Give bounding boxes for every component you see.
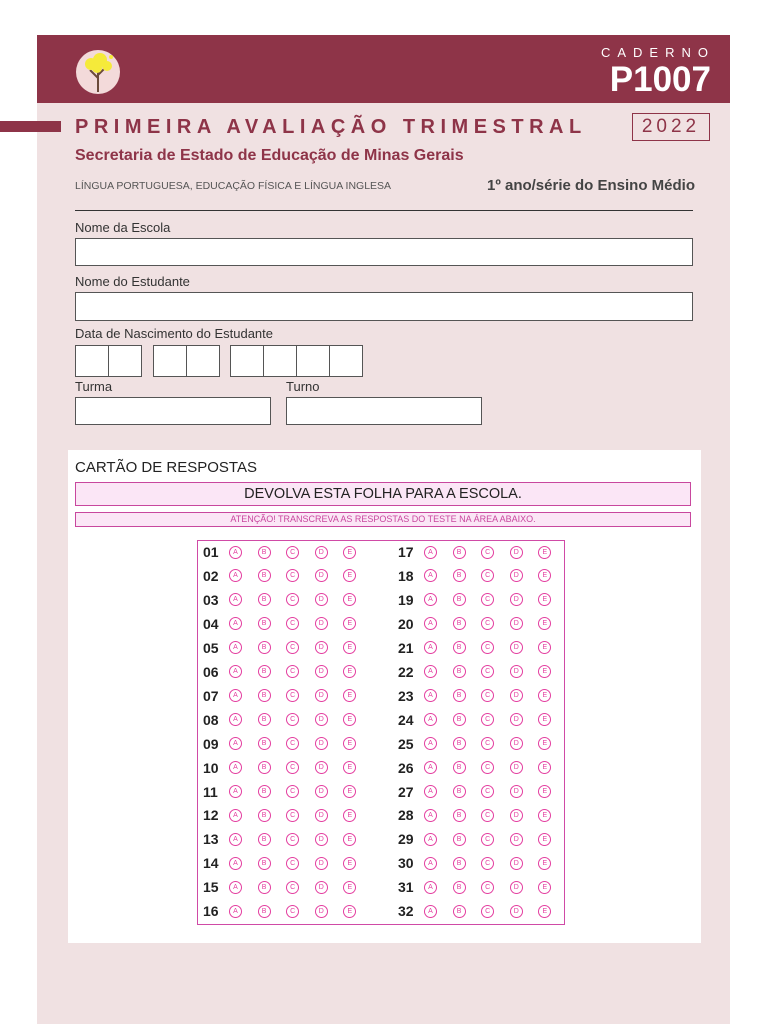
answer-bubble-d[interactable]: D	[510, 713, 523, 726]
answer-bubble-d[interactable]: D	[510, 809, 523, 822]
answer-bubble-c[interactable]: C	[481, 857, 494, 870]
question-number: 19	[398, 591, 414, 608]
answer-row	[203, 566, 372, 586]
answer-bubble-c[interactable]: C	[286, 857, 299, 870]
answer-row	[398, 566, 567, 586]
answer-row	[398, 710, 567, 730]
answer-row	[398, 829, 567, 849]
answer-bubble-e[interactable]: E	[343, 833, 356, 846]
dob-label: Data de Nascimento do Estudante	[75, 326, 274, 341]
answer-bubble-d[interactable]: D	[315, 569, 328, 582]
question-number: 04	[203, 615, 219, 632]
answer-bubble-e[interactable]: E	[538, 905, 551, 918]
answer-bubble-b[interactable]: B	[258, 785, 271, 798]
answer-row	[203, 638, 372, 658]
answer-bubble-a[interactable]: A	[229, 881, 242, 894]
answer-bubble-d[interactable]: D	[315, 833, 328, 846]
question-number: 28	[398, 807, 414, 824]
answer-bubble-d[interactable]: D	[315, 617, 328, 630]
dob-month-boxes[interactable]	[154, 345, 220, 377]
attention-notice: ATENÇÃO! TRANSCREVA AS RESPOSTAS DO TESTE NA ÁREA ABAIXO.	[75, 512, 691, 527]
answer-bubble-e[interactable]: E	[343, 689, 356, 702]
answer-bubble-c[interactable]: C	[481, 617, 494, 630]
answer-bubble-e[interactable]: E	[538, 761, 551, 774]
answer-bubble-b[interactable]: B	[453, 785, 466, 798]
answer-row	[203, 662, 372, 682]
answer-row	[398, 662, 567, 682]
question-number: 24	[398, 711, 414, 728]
answer-bubble-e[interactable]: E	[538, 833, 551, 846]
answer-bubble-a[interactable]: A	[424, 857, 437, 870]
answer-bubble-a[interactable]: A	[424, 617, 437, 630]
question-number: 11	[203, 783, 218, 800]
question-number: 26	[398, 759, 414, 776]
answer-bubble-c[interactable]: C	[286, 546, 299, 559]
answer-bubble-e[interactable]: E	[343, 761, 356, 774]
answer-bubble-a[interactable]: A	[229, 617, 242, 630]
answer-bubble-c[interactable]: C	[286, 833, 299, 846]
answer-row	[398, 638, 567, 658]
answer-row	[203, 758, 372, 778]
answer-bubble-d[interactable]: D	[315, 641, 328, 654]
answer-bubble-a[interactable]: A	[424, 785, 437, 798]
answer-bubble-d[interactable]: D	[315, 546, 328, 559]
answer-bubble-e[interactable]: E	[538, 881, 551, 894]
question-number: 15	[203, 879, 219, 896]
turma-field[interactable]	[75, 397, 271, 425]
side-accent	[0, 121, 61, 132]
answer-bubble-d[interactable]: D	[315, 809, 328, 822]
question-number: 12	[203, 807, 219, 824]
answer-bubble-c[interactable]: C	[286, 641, 299, 654]
answer-row	[203, 542, 372, 562]
answer-bubble-b[interactable]: B	[453, 713, 466, 726]
answer-bubble-c[interactable]: C	[481, 737, 494, 750]
question-number: 27	[398, 783, 414, 800]
answer-bubble-d[interactable]: D	[510, 785, 523, 798]
answer-bubble-e[interactable]: E	[343, 617, 356, 630]
answer-bubble-e[interactable]: E	[343, 569, 356, 582]
turno-label: Turno	[286, 379, 320, 394]
answer-row	[203, 590, 372, 610]
answer-bubble-c[interactable]: C	[286, 761, 299, 774]
answer-bubble-b[interactable]: B	[258, 713, 271, 726]
answer-bubble-b[interactable]: B	[258, 809, 271, 822]
question-number: 02	[203, 567, 219, 584]
question-number: 20	[398, 615, 414, 632]
answer-row	[203, 805, 372, 825]
answer-row	[203, 782, 372, 802]
answer-bubble-b[interactable]: B	[258, 833, 271, 846]
answer-bubble-e[interactable]: E	[538, 737, 551, 750]
answer-bubble-b[interactable]: B	[258, 689, 271, 702]
answer-bubble-b[interactable]: B	[453, 905, 466, 918]
answer-bubble-c[interactable]: C	[481, 713, 494, 726]
answer-bubble-d[interactable]: D	[315, 857, 328, 870]
answer-row	[398, 805, 567, 825]
answer-bubble-a[interactable]: A	[229, 761, 242, 774]
answer-row	[203, 877, 372, 897]
answer-bubble-a[interactable]: A	[424, 546, 437, 559]
answer-bubble-b[interactable]: B	[258, 905, 271, 918]
answer-bubble-a[interactable]: A	[424, 665, 437, 678]
answer-bubble-a[interactable]: A	[229, 713, 242, 726]
answer-bubble-d[interactable]: D	[510, 617, 523, 630]
question-number: 03	[203, 591, 219, 608]
answer-bubble-a[interactable]: A	[424, 809, 437, 822]
answer-row	[398, 782, 567, 802]
answer-bubble-d[interactable]: D	[510, 761, 523, 774]
answer-bubble-c[interactable]: C	[481, 546, 494, 559]
question-number: 13	[203, 831, 219, 848]
answer-bubble-b[interactable]: B	[453, 881, 466, 894]
answer-bubble-d[interactable]: D	[315, 689, 328, 702]
answer-bubble-a[interactable]: A	[424, 833, 437, 846]
answer-row	[398, 901, 567, 921]
student-name-field[interactable]	[75, 292, 693, 321]
answer-row	[203, 614, 372, 634]
caderno-label: CADERNO	[600, 45, 715, 60]
answer-bubble-e[interactable]: E	[343, 857, 356, 870]
question-number: 29	[398, 831, 414, 848]
answer-bubble-a[interactable]: A	[424, 761, 437, 774]
answer-bubble-d[interactable]: D	[510, 881, 523, 894]
answer-row	[203, 686, 372, 706]
school-label: Nome da Escola	[75, 220, 171, 235]
answer-bubble-c[interactable]: C	[286, 809, 299, 822]
answer-row	[398, 542, 567, 562]
answer-bubble-e[interactable]: E	[538, 569, 551, 582]
answer-bubble-c[interactable]: C	[286, 713, 299, 726]
answer-bubble-a[interactable]: A	[229, 569, 242, 582]
answer-bubble-b[interactable]: B	[453, 689, 466, 702]
answer-bubble-b[interactable]: B	[258, 761, 271, 774]
answer-bubble-c[interactable]: C	[481, 785, 494, 798]
question-number: 22	[398, 663, 414, 680]
answer-bubble-e[interactable]: E	[538, 546, 551, 559]
turno-field[interactable]	[286, 397, 482, 425]
answer-bubble-a[interactable]: A	[424, 641, 437, 654]
answer-bubble-e[interactable]: E	[343, 641, 356, 654]
answer-bubble-e[interactable]: E	[538, 593, 551, 606]
divider	[75, 210, 693, 211]
question-number: 31	[398, 879, 414, 896]
answer-bubble-e[interactable]: E	[343, 546, 356, 559]
answer-bubble-a[interactable]: A	[229, 689, 242, 702]
answer-bubble-a[interactable]: A	[229, 833, 242, 846]
dob-day-boxes[interactable]	[76, 345, 142, 377]
answer-bubble-a[interactable]: A	[229, 785, 242, 798]
answer-bubble-a[interactable]: A	[424, 881, 437, 894]
answer-bubble-e[interactable]: E	[343, 809, 356, 822]
answer-row	[203, 734, 372, 754]
question-number: 05	[203, 639, 219, 656]
answer-bubble-b[interactable]: B	[258, 617, 271, 630]
answer-bubble-c[interactable]: C	[481, 761, 494, 774]
dob-year-boxes[interactable]	[231, 345, 363, 377]
answer-bubble-b[interactable]: B	[453, 833, 466, 846]
question-number: 25	[398, 735, 414, 752]
answer-bubble-c[interactable]: C	[481, 641, 494, 654]
answer-bubble-e[interactable]: E	[343, 665, 356, 678]
question-number: 07	[203, 687, 219, 704]
grade-text: 1º ano/série do Ensino Médio	[486, 177, 695, 194]
answer-bubble-b[interactable]: B	[453, 761, 466, 774]
answer-bubble-d[interactable]: D	[315, 665, 328, 678]
answer-bubble-c[interactable]: C	[481, 689, 494, 702]
answer-bubble-a[interactable]: A	[229, 665, 242, 678]
answer-bubble-a[interactable]: A	[229, 857, 242, 870]
answer-bubble-a[interactable]: A	[424, 713, 437, 726]
answer-bubble-b[interactable]: B	[258, 546, 271, 559]
answer-bubble-d[interactable]: D	[510, 641, 523, 654]
answer-bubble-b[interactable]: B	[453, 737, 466, 750]
answer-bubble-d[interactable]: D	[510, 737, 523, 750]
answer-bubble-c[interactable]: C	[481, 809, 494, 822]
answer-row	[203, 853, 372, 873]
answer-bubble-e[interactable]: E	[538, 641, 551, 654]
answer-bubble-d[interactable]: D	[315, 593, 328, 606]
answer-bubble-a[interactable]: A	[229, 593, 242, 606]
answer-bubble-a[interactable]: A	[424, 569, 437, 582]
question-number: 18	[398, 567, 414, 584]
answer-row	[398, 734, 567, 754]
answer-bubble-c[interactable]: C	[481, 665, 494, 678]
answer-bubble-e[interactable]: E	[538, 713, 551, 726]
answer-bubble-c[interactable]: C	[286, 905, 299, 918]
answer-bubble-b[interactable]: B	[453, 617, 466, 630]
answer-bubble-a[interactable]: A	[229, 641, 242, 654]
answer-bubble-e[interactable]: E	[343, 905, 356, 918]
answer-bubble-e[interactable]: E	[538, 785, 551, 798]
answer-row	[203, 710, 372, 730]
answer-bubble-c[interactable]: C	[286, 617, 299, 630]
answer-bubble-b[interactable]: B	[453, 809, 466, 822]
answer-row	[398, 853, 567, 873]
school-name-field[interactable]	[75, 238, 693, 266]
answer-card-title: CARTÃO DE RESPOSTAS	[75, 459, 257, 476]
answer-bubble-b[interactable]: B	[453, 593, 466, 606]
student-label: Nome do Estudante	[75, 274, 190, 289]
answer-bubble-d[interactable]: D	[315, 761, 328, 774]
answer-bubble-e[interactable]: E	[343, 713, 356, 726]
answer-bubble-b[interactable]: B	[258, 857, 271, 870]
tree-logo-icon	[75, 48, 121, 94]
answer-bubble-e[interactable]: E	[343, 737, 356, 750]
answer-bubble-c[interactable]: C	[481, 833, 494, 846]
question-number: 23	[398, 687, 414, 704]
answer-bubble-e[interactable]: E	[538, 857, 551, 870]
answer-bubble-e[interactable]: E	[538, 809, 551, 822]
answer-bubble-d[interactable]: D	[315, 785, 328, 798]
question-number: 17	[398, 544, 414, 560]
answer-bubble-c[interactable]: C	[481, 881, 494, 894]
answer-bubble-d[interactable]: D	[510, 833, 523, 846]
answer-bubble-b[interactable]: B	[453, 857, 466, 870]
secretaria-name: Secretaria de Estado de Educação de Minas Gerais	[75, 147, 464, 164]
answer-bubble-b[interactable]: B	[453, 641, 466, 654]
answer-bubble-a[interactable]: A	[424, 737, 437, 750]
turma-label: Turma	[75, 379, 113, 394]
answer-bubble-e[interactable]: E	[343, 785, 356, 798]
answer-bubble-c[interactable]: C	[286, 569, 299, 582]
answer-bubble-c[interactable]: C	[286, 665, 299, 678]
question-number: 14	[203, 855, 219, 872]
answer-bubble-e[interactable]: E	[343, 881, 356, 894]
answer-bubble-b[interactable]: B	[258, 593, 271, 606]
answer-bubble-b[interactable]: B	[258, 881, 271, 894]
question-number: 06	[203, 663, 219, 680]
answer-bubble-a[interactable]: A	[424, 905, 437, 918]
answer-row	[203, 901, 372, 921]
answer-bubble-a[interactable]: A	[424, 689, 437, 702]
answer-bubble-e[interactable]: E	[538, 689, 551, 702]
answer-bubble-d[interactable]: D	[510, 905, 523, 918]
return-notice: DEVOLVA ESTA FOLHA PARA A ESCOLA.	[75, 482, 691, 506]
answer-row	[398, 758, 567, 778]
answer-bubble-a[interactable]: A	[424, 593, 437, 606]
answer-bubble-c[interactable]: C	[286, 737, 299, 750]
answer-bubble-d[interactable]: D	[315, 713, 328, 726]
answer-bubble-b[interactable]: B	[258, 737, 271, 750]
subjects-text: LÍNGUA PORTUGUESA, EDUCAÇÃO FÍSICA E LÍNGUA INGLESA	[75, 180, 392, 192]
answer-bubble-d[interactable]: D	[510, 665, 523, 678]
answer-row	[398, 877, 567, 897]
answer-bubble-b[interactable]: B	[258, 641, 271, 654]
answer-bubble-c[interactable]: C	[286, 881, 299, 894]
question-number: 09	[203, 735, 219, 752]
answer-bubble-a[interactable]: A	[229, 905, 242, 918]
answer-bubble-e[interactable]: E	[538, 665, 551, 678]
answer-bubble-e[interactable]: E	[343, 593, 356, 606]
answer-bubble-d[interactable]: D	[315, 737, 328, 750]
answer-bubble-b[interactable]: B	[453, 546, 466, 559]
answer-bubble-c[interactable]: C	[481, 905, 494, 918]
answer-bubble-d[interactable]: D	[315, 881, 328, 894]
question-number: 32	[398, 903, 414, 920]
answer-bubble-c[interactable]: C	[286, 785, 299, 798]
answer-bubble-d[interactable]: D	[315, 905, 328, 918]
exam-title: PRIMEIRA AVALIAÇÃO TRIMESTRAL	[75, 116, 587, 138]
question-number: 16	[203, 903, 219, 920]
answer-row	[398, 614, 567, 634]
answer-row	[398, 686, 567, 706]
answer-bubble-b[interactable]: B	[453, 569, 466, 582]
answer-bubble-b[interactable]: B	[258, 665, 271, 678]
answer-bubble-d[interactable]: D	[510, 857, 523, 870]
answer-row	[203, 829, 372, 849]
answer-row	[398, 590, 567, 610]
answer-bubble-d[interactable]: D	[510, 593, 523, 606]
answer-bubble-c[interactable]: C	[481, 593, 494, 606]
answer-bubble-a[interactable]: A	[229, 809, 242, 822]
answer-bubble-b[interactable]: B	[258, 569, 271, 582]
answer-bubble-d[interactable]: D	[510, 546, 523, 559]
answer-bubble-c[interactable]: C	[481, 569, 494, 582]
answer-bubble-a[interactable]: A	[229, 546, 242, 559]
answer-bubble-c[interactable]: C	[286, 593, 299, 606]
answer-bubble-d[interactable]: D	[510, 569, 523, 582]
answer-bubble-e[interactable]: E	[538, 617, 551, 630]
year-badge: 2022	[632, 113, 710, 141]
question-number: 30	[398, 855, 414, 872]
answer-bubble-b[interactable]: B	[453, 665, 466, 678]
question-number: 21	[398, 639, 414, 656]
answer-bubble-a[interactable]: A	[229, 737, 242, 750]
booklet-code: P1007	[609, 60, 711, 99]
question-number: 08	[203, 711, 219, 728]
answer-bubble-c[interactable]: C	[286, 689, 299, 702]
answer-bubble-d[interactable]: D	[510, 689, 523, 702]
question-number: 10	[203, 759, 219, 776]
question-number: 01	[203, 544, 219, 560]
